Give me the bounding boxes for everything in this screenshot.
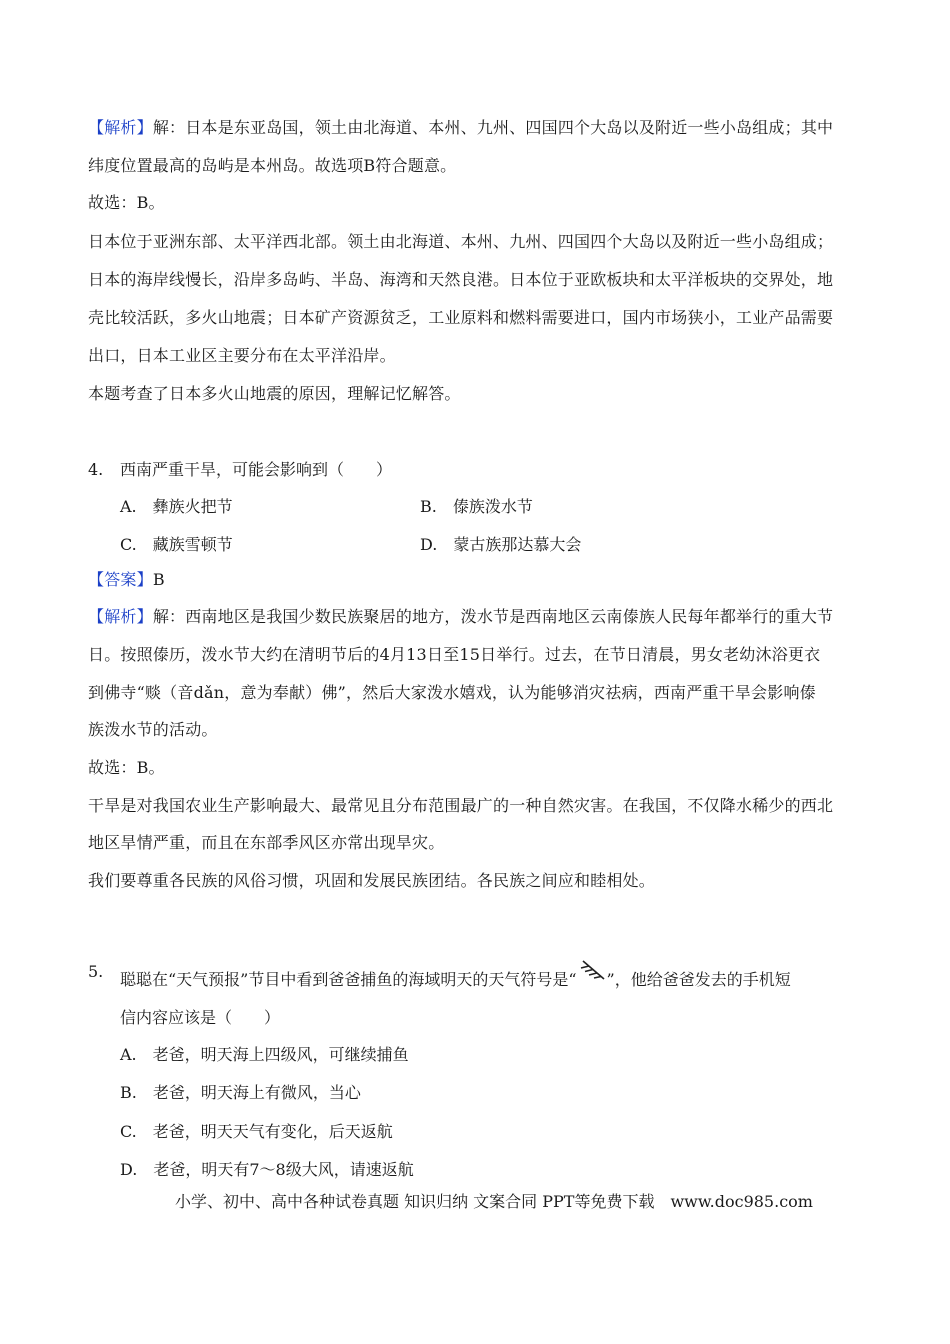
q4-stem: 西南严重干旱，可能会影响到（ ）	[120, 460, 393, 479]
q3-analysis-line-1: 【解析】解：日本是东亚岛国，领土由北海道、本州、九州、四国四个大岛以及附近一些小岛组成；其中	[88, 118, 834, 137]
q4-choice: 故选：B。	[88, 758, 165, 777]
q4-option-a: A. 彝族火把节	[120, 497, 233, 516]
q3-extension-1: 日本位于亚洲东部、太平洋西北部。领土由北海道、本州、九州、四国四个大岛以及附近一些小岛组成；	[88, 232, 834, 251]
q3-summary: 本题考查了日本多火山地震的原因，理解记忆解答。	[88, 384, 461, 403]
q4-extension-3: 我们要尊重各民族的风俗习惯，巩固和发展民族团结。各民族之间应和睦相处。	[88, 871, 656, 890]
q5-option-c: C. 老爸，明天天气有变化，后天返航	[120, 1122, 393, 1141]
q5-number: 5.	[88, 962, 104, 981]
q3-analysis-line-2: 纬度位置最高的岛屿是本州岛。故选项B符合题意。	[88, 156, 457, 175]
q4-analysis-line-1: 【解析】解：西南地区是我国少数民族聚居的地方，泼水节是西南地区云南傣族人民每年都举行的重大节	[88, 607, 834, 626]
q4-analysis-line-4: 族泼水节的活动。	[88, 720, 218, 739]
q4-extension-2: 地区旱情严重，而且在东部季风区亦常出现旱灾。	[88, 833, 445, 852]
q3-extension-2: 日本的海岸线慢长，沿岸多岛屿、半岛、海湾和天然良港。日本位于亚欧板块和太平洋板块的交界处，地	[88, 270, 834, 289]
q5-stem: 聪聪在“天气预报”节目中看到爸爸捕鱼的海域明天的天气符号是“ ”，他给爸爸发去的手机短	[120, 961, 791, 995]
q3-choice: 故选：B。	[88, 193, 165, 212]
q4-option-d: D. 蒙古族那达慕大会	[420, 535, 582, 554]
q4-answer	[88, 569, 165, 591]
wind-force-symbol-icon	[577, 953, 607, 987]
q4-number: 4.	[88, 460, 104, 479]
answer-tag: 【答案】	[88, 570, 153, 589]
q5-option-d: D. 老爸，明天有7～8级大风，请速返航	[120, 1160, 414, 1179]
q4-option-b: B. 傣族泼水节	[420, 497, 533, 516]
q3-extension-4: 出口，日本工业区主要分布在太平洋沿岸。	[88, 346, 396, 365]
answer-value: B	[152, 570, 165, 589]
q5-stem-line-2: 信内容应该是（ ）	[120, 1008, 281, 1027]
footer-text: 小学、初中、高中各种试卷真题 知识归纳 文案合同 PPT等免费下载 www.doc985.com	[175, 1192, 813, 1211]
q3-extension-3: 壳比较活跃，多火山地震；日本矿产资源贫乏，工业原料和燃料需要进口，国内市场狭小，工业产品需要	[88, 308, 834, 327]
q4-extension-1: 干旱是对我国农业生产影响最大、最常见且分布范围最广的一种自然灾害。在我国，不仅降水稀少的西北	[88, 796, 834, 815]
q4-analysis-line-3: 到佛寺“赕（音dǎn，意为奉献）佛”，然后大家泼水嬉戏，认为能够消灾祛病，西南严重干旱会影响傣	[88, 683, 816, 702]
q5-option-b: B. 老爸，明天海上有微风，当心	[120, 1083, 361, 1102]
q4-analysis-line-2: 日。按照傣历，泼水节大约在清明节后的4月13日至15日举行。过去，在节日清晨，男女老幼沐浴更衣	[88, 645, 821, 664]
q4-option-c: C. 藏族雪顿节	[120, 535, 233, 554]
analysis-tag: 【解析】	[88, 118, 153, 137]
q5-option-a: A. 老爸，明天海上四级风，可继续捕鱼	[120, 1045, 409, 1064]
analysis-tag: 【解析】	[88, 607, 153, 626]
